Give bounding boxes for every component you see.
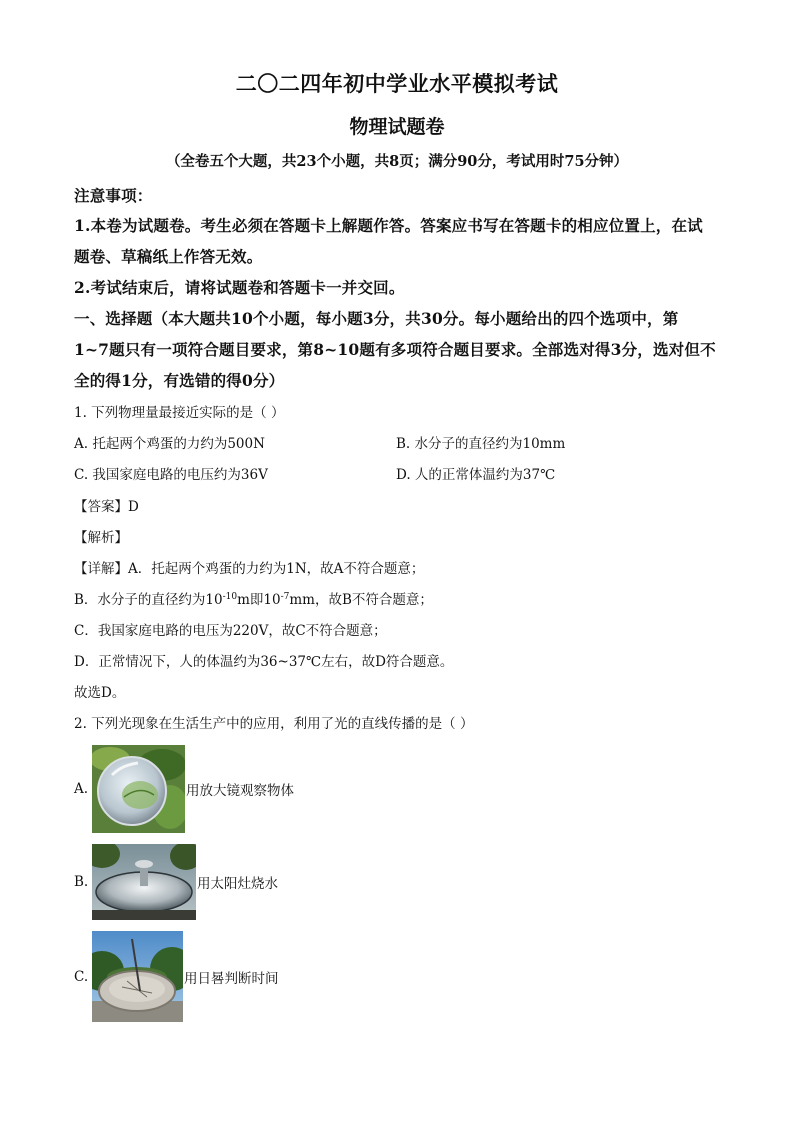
magnifier-leaf-photo (92, 745, 185, 833)
question-1-option-a: A. 托起两个鸡蛋的力约为500N (74, 436, 265, 452)
notice-heading: 注意事项： (74, 186, 153, 205)
question-1-detail-c: C．我国家庭电路的电压为220V，故C不符合题意； (74, 623, 387, 639)
detail-b-exponent-1: -10 (222, 592, 238, 602)
option-caption: 用放大镜观察物体 (186, 783, 294, 799)
exam-info: （全卷五个大题，共23个小题，共8页；满分90分，考试用时75分钟） (165, 153, 629, 170)
option-letter: C. (74, 968, 89, 985)
question-2-option-a (74, 745, 294, 833)
option-letter: A. (74, 781, 89, 797)
question-1-detail-a: 【详解】A．托起两个鸡蛋的力约为1N，故A不符合题意； (74, 561, 425, 577)
exam-title: 二〇二四年初中学业水平模拟考试 (235, 71, 559, 96)
question-2-option-b (74, 844, 278, 920)
solar-cooker-photo (92, 844, 196, 920)
section-1-line-3: 全的得1分，有选错的得0分） (74, 371, 285, 390)
detail-b-exponent-2: -7 (280, 592, 290, 602)
question-1-detail-d: D．正常情况下，人的体温约为36~37℃左右，故D符合题意。 (74, 654, 454, 670)
option-caption: 用太阳灶烧水 (197, 876, 278, 892)
section-1-line-1: 一、选择题（本大题共10个小题，每小题3分，共30分。每小题给出的四个选项中，第 (74, 309, 679, 328)
option-caption: 用日晷判断时间 (184, 970, 279, 987)
question-1-option-b: B. 水分子的直径约为10mm (396, 436, 566, 452)
question-1-answer: 【答案】D (74, 499, 139, 515)
detail-b-text-3: mm，故B不符合题意； (289, 592, 433, 608)
notice-item-2: 2.考试结束后，请将试题卷和答题卡一并交回。 (74, 278, 405, 297)
question-1-analysis-label: 【解析】 (74, 530, 128, 546)
question-1-stem: 1. 下列物理量最接近实际的是（ ） (74, 405, 285, 421)
option-letter: B. (74, 874, 89, 890)
exam-subtitle: 物理试题卷 (349, 116, 445, 138)
detail-b-text-2: m即10 (237, 592, 281, 608)
question-1-option-d: D. 人的正常体温约为37℃ (396, 467, 556, 483)
question-2-option-c (74, 931, 279, 1022)
question-1-option-c: C. 我国家庭电路的电压约为36V (74, 467, 268, 483)
question-1-conclusion: 故选D。 (74, 685, 126, 701)
question-2-stem: 2. 下列光现象在生活生产中的应用，利用了光的直线传播的是（ ） (74, 716, 474, 732)
section-1-line-2: 1~7题只有一项符合题目要求，第8~10题有多项符合题目要求。全部选对得3分，选对但不 (74, 340, 716, 359)
sundial-photo (92, 931, 183, 1022)
notice-item-1-line-2: 题卷、草稿纸上作答无效。 (74, 247, 263, 266)
question-1-detail-b (74, 588, 433, 608)
notice-item-1-line-1: 1.本卷为试题卷。考生必须在答题卡上解题作答。答案应书写在答题卡的相应位置上，在试 (74, 216, 703, 235)
detail-b-text-1: B．水分子的直径约为10 (74, 592, 223, 608)
